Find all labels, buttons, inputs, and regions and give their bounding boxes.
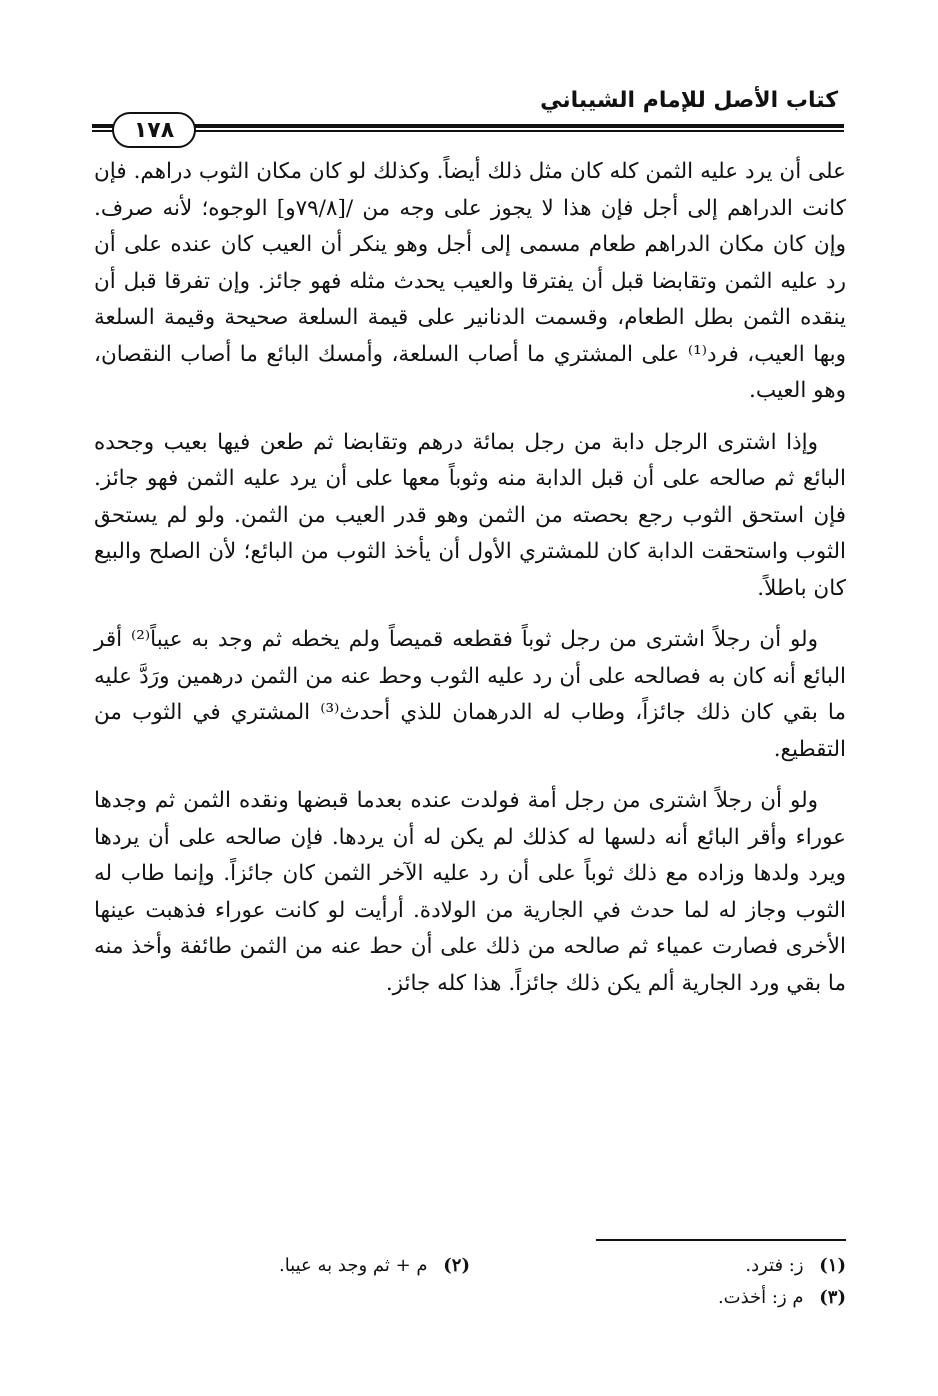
footnote-text: ز: فترد. — [745, 1255, 804, 1276]
header-rule-thin — [92, 130, 844, 132]
paragraph-2: وإذا اشترى الرجل دابة من رجل بمائة درهم وتقابضا ثم طعن فيها بعيب وجحده البائع ثم صالحه على أن قبل الدابة منه وثوباً معها على أن يرد عليه الثمن فهو جائز. فإن استحق الثوب رجع بحصته من الثمن وهو قدر العيب من الثمن. ولو لم يستحق الثوب واستحقت الدابة كان للمشتري الأول أن يأخذ الثوب من البائع؛ لأن الصلح والبيع كان باطلاً. — [94, 429, 846, 601]
footnote-3 — [466, 1282, 846, 1314]
footnote-number: (٢) — [443, 1255, 470, 1276]
footnote-text: م + ثم وجد به عيبا. — [278, 1255, 428, 1276]
paragraph-3: ولو أن رجلاً اشترى من رجل ثوباً فقطعه قميصاً ولم يخطه ثم وجد به عيباً⁽²⁾ أقر البائع أنه كان به فصالحه على أن رد عليه الثوب وحط عنه من الثمن درهمين ورَدَّ عليه ما بقي كان ذلك جائزاً، وطاب له الدرهمان للذي أحدث⁽³⁾ المشتري في الثوب من التقطيع. — [94, 627, 846, 762]
page-header — [92, 82, 844, 152]
main-text — [94, 154, 846, 1002]
footnote-row-2 — [94, 1282, 846, 1314]
header-rule-thick — [92, 124, 844, 128]
footnote-number: (١) — [819, 1255, 846, 1276]
page-number: ١٧٨ — [112, 112, 196, 148]
footnote-separator — [596, 1239, 846, 1241]
paragraph-1: على أن يرد عليه الثمن كله كان مثل ذلك أيضاً. وكذلك لو كان مكان الثوب دراهم. فإن كانت الدراهم إلى أجل فإن هذا لا يجوز على وجه من /[٧٩/٨و] الوجوه؛ لأنه صرف. وإن كان مكان الدراهم طعام مسمى إلى أجل وهو ينكر أن العيب كان عنده على أن رد عليه الثمن وتقابضا قبل أن يفترقا والعيب يحدث مثله فهو جائز. وإن تفرقا قبل أن ينقده الثمن بطل الطعام، وقسمت الدنانير على قيمة السلعة صحيحة وقيمة السلعة وبها العيب، فرد⁽¹⁾ على المشتري ما أصاب السلعة، وأمسك البائع ما أصاب النقصان، وهو العيب. — [94, 159, 846, 403]
footnote-number: (٣) — [819, 1287, 846, 1308]
paragraph-4: ولو أن رجلاً اشترى من رجل أمة فولدت عنده بعدما قبضها ونقده الثمن ثم وجدها عوراء وأقر البائع أنه دلسها له كذلك لم يكن له أن يردها. فإن صالحه على أن يردها ويرد ولدها وزاده مع ذلك ثوباً على أن رد عليه الآخر الثمن كان جائزاً. وإنما طاب له الثوب وجاز له لما حدث في الجارية من الولادة. أرأيت لو كانت عوراء فذهبت عينها الأخرى فصارت عمياء ثم صالحه من ذلك على أن حط عنه من الثمن طائفة وأخذ منه ما بقي ورد الجارية ألم يكن ذلك جائزاً. هذا كله جائز. — [94, 788, 846, 996]
footnote-row-1 — [94, 1250, 846, 1282]
footnotes — [94, 1250, 846, 1314]
footnote-2 — [94, 1250, 470, 1282]
footnote-text: م ز: أخذت. — [717, 1287, 804, 1308]
running-title: كتاب الأصل للإمام الشيباني — [540, 88, 838, 113]
footnote-1 — [470, 1250, 846, 1282]
